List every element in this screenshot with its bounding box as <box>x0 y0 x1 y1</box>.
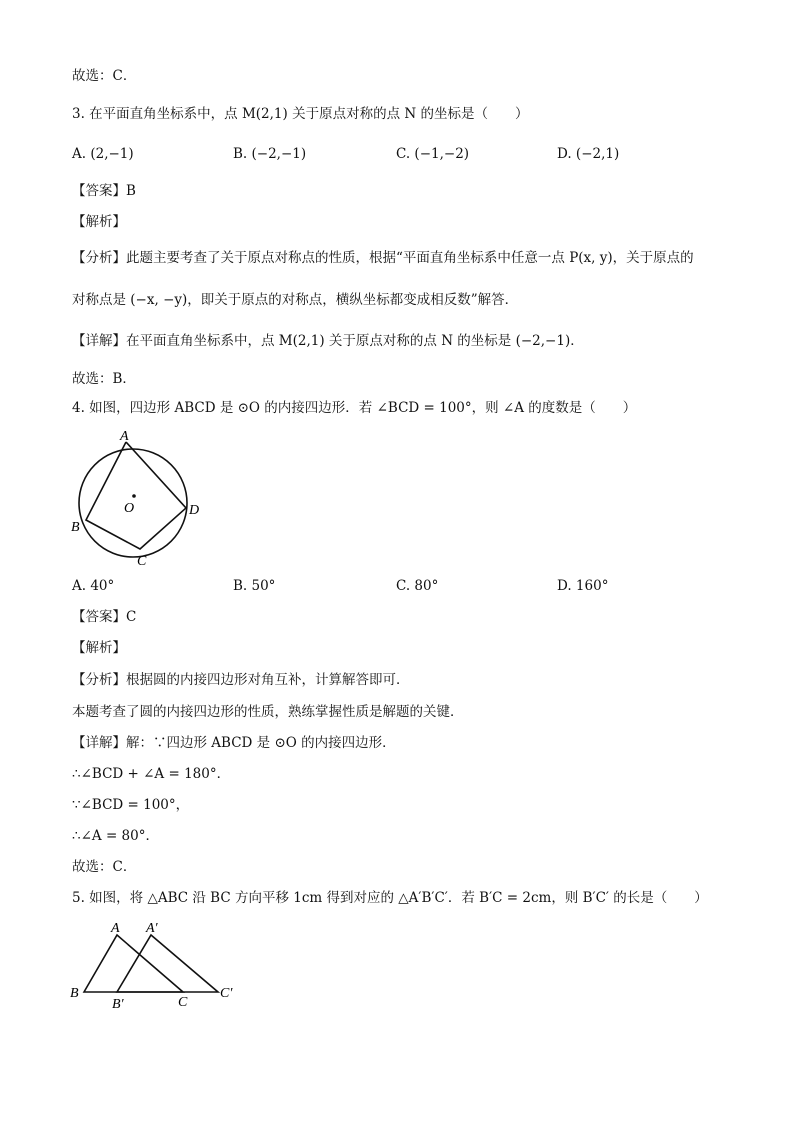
q4-stem: 4. 如图，四边形 ABCD 是 ⊙O 的内接四边形．若 ∠BCD = 100°，则 ∠A 的度数是（ ） <box>72 400 637 416</box>
prev-conclusion: 故选：C． <box>72 68 137 84</box>
q5-stem: 5. 如图，将 △ABC 沿 BC 方向平移 1cm 得到对应的 △A′B′C′．若 B′C = 2cm，则 B′C′ 的长是（ ） <box>72 890 708 906</box>
label-a: A <box>111 921 120 936</box>
quadrilateral-abcd <box>86 442 186 549</box>
q4-option-b: B. 50° <box>233 578 276 594</box>
q4-option-c: C. 80° <box>396 578 439 594</box>
q4-analysis-line-1: 【分析】根据圆的内接四边形对角互补，计算解答即可． <box>72 672 410 688</box>
label-b-prime: B′ <box>112 997 124 1012</box>
q4-detail-3: ∵∠BCD = 100°， <box>72 797 190 813</box>
label-b: B <box>70 986 79 1001</box>
q4-answer: 【答案】C <box>72 609 137 625</box>
q3-option-c: C. (−1,−2) <box>396 146 470 162</box>
q4-detail-1: 【详解】解：∵四边形 ABCD 是 ⊙O 的内接四边形． <box>72 735 396 751</box>
q4-circle-figure <box>66 424 216 574</box>
q3-analysis-line-2: 对称点是 (−x, −y)，即关于原点的对称点，横纵坐标都变成相反数”解答． <box>72 292 519 308</box>
q3-analysis-title: 【解析】 <box>72 214 126 230</box>
q4-detail-4: ∴∠A = 80°． <box>72 828 159 844</box>
label-c-prime: C′ <box>220 986 233 1001</box>
q4-option-d: D. 160° <box>557 578 609 594</box>
label-b: B <box>71 520 80 535</box>
label-c: C <box>178 995 188 1010</box>
q3-detail: 【详解】在平面直角坐标系中，点 M(2,1) 关于原点对称的点 N 的坐标是 (−2,−1)． <box>72 333 584 349</box>
q4-analysis-title: 【解析】 <box>72 640 126 656</box>
q4-detail-2: ∴∠BCD + ∠A = 180°． <box>72 766 231 782</box>
q3-analysis-line-1: 【分析】此题主要考查了关于原点对称点的性质，根据“平面直角坐标系中任意一点 P(x, y)，关于原点的 <box>72 250 694 266</box>
center-point <box>132 494 136 498</box>
label-o: O <box>124 501 135 516</box>
triangle-a1b1c1 <box>117 935 218 992</box>
q3-option-a: A. (2,−1) <box>72 146 134 162</box>
label-d: D <box>189 503 200 518</box>
q4-analysis-line-2: 本题考查了圆的内接四边形的性质，熟练掌握性质是解题的关键． <box>72 704 464 720</box>
q4-conclusion: 故选：C． <box>72 859 137 875</box>
label-a-prime: A′ <box>146 921 158 936</box>
q5-translation-figure <box>66 915 256 1015</box>
q4-option-a: A. 40° <box>72 578 115 594</box>
q3-option-b: B. (−2,−1) <box>233 146 307 162</box>
q3-answer: 【答案】B <box>72 183 136 199</box>
q3-conclusion: 故选：B． <box>72 371 136 387</box>
label-c: C <box>137 554 147 569</box>
label-a: A <box>120 429 129 444</box>
q3-stem: 3. 在平面直角坐标系中，点 M(2,1) 关于原点对称的点 N 的坐标是（ ） <box>72 106 529 122</box>
q3-option-d: D. (−2,1) <box>557 146 620 162</box>
